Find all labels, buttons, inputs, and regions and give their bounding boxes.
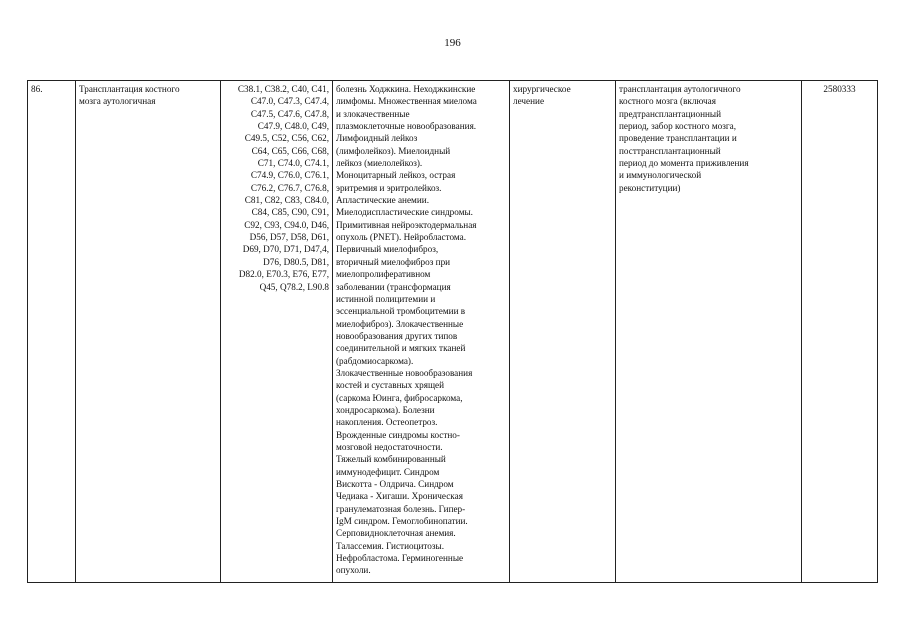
- treatment-method-line: период, забор костного мозга,: [619, 121, 737, 132]
- diagnosis-line: гранулематозная болезнь. Гипер-: [336, 503, 466, 514]
- diagnosis-line: миелофиброз). Злокачественные: [336, 318, 464, 329]
- icd-code-line: C47.9, C48.0, C49,: [257, 121, 329, 132]
- diagnosis-line: IgM синдром. Гемоглобинопатии.: [336, 516, 468, 527]
- diagnosis-line: плазмоклеточные новообразования.: [336, 121, 477, 132]
- diagnosis-line: эссенциальной тромбоцитемии в: [336, 306, 466, 317]
- diagnosis-line: Вискотта - Олдрича. Синдром: [336, 479, 454, 489]
- icd-code-line: C47.5, C47.6, C47.8,: [250, 108, 329, 119]
- diagnosis-line: опухоль (PNET). Нейробластома.: [336, 232, 467, 243]
- treatment-method-line: посттрансплантационный: [619, 145, 721, 156]
- diagnosis-line: костей и суставных хрящей: [336, 380, 445, 391]
- treatment-table: [27, 80, 878, 583]
- treatment-method-cell: [616, 81, 802, 583]
- treatment-type-line: хирургическое: [513, 84, 571, 94]
- treatment-method-line: проведение трансплантации и: [619, 133, 737, 144]
- diagnosis-line: Чедиака - Хигаши. Хроническая: [336, 491, 463, 502]
- diagnosis-cell: [333, 81, 510, 583]
- icd-code-line: C49.5, C52, C56, C62,: [244, 133, 329, 144]
- icd-code-line: D69, D70, D71, D47,4,: [242, 244, 329, 255]
- diagnosis-line: Лимфоидный лейкоз: [336, 133, 418, 144]
- diagnosis-line: Тяжелый комбинированный: [336, 454, 446, 465]
- diagnosis-line: Серповидноклеточная анемия.: [336, 528, 456, 539]
- diagnosis-line: вторичный миелофиброз при: [336, 256, 451, 267]
- diagnosis-line: миелопролиферативном: [336, 269, 431, 280]
- diagnosis-line: опухоли.: [336, 565, 371, 576]
- diagnosis-line: (саркома Юинга, фибросаркома,: [336, 392, 463, 403]
- icd-code-line: D82.0, E70.3, E76, E77,: [238, 269, 329, 280]
- diagnosis-line: иммунодефицит. Синдром: [336, 466, 440, 477]
- treatment-type-line: лечение: [513, 96, 545, 107]
- diagnosis-line: и злокачественные: [336, 108, 410, 119]
- page-number: 196: [444, 37, 461, 49]
- icd-code-line: C64, C65, C66, C68,: [251, 145, 329, 156]
- procedure-name-line: Трансплантация костного: [79, 84, 180, 94]
- icd-code-line: D56, D57, D58, D61,: [249, 232, 329, 243]
- diagnosis-line: Талассемия. Гистиоцитозы.: [336, 540, 445, 551]
- diagnosis-line: (лимфолейкоз). Миелоидный: [336, 145, 451, 156]
- cost-cell: 2580333: [802, 81, 878, 583]
- treatment-method-line: реконституции): [619, 182, 681, 193]
- diagnosis-line: накопления. Остеопетроз.: [336, 417, 438, 428]
- table-row: [28, 81, 878, 583]
- treatment-method-line: костного мозга (включая: [619, 96, 716, 107]
- diagnosis-line: Миелодиспластические синдромы.: [336, 207, 473, 218]
- treatment-method-line: трансплантация аутологичного: [619, 84, 741, 94]
- diagnosis-line: лейкоз (миелолейкоз).: [336, 158, 423, 169]
- diagnosis-line: соединительной и мягких тканей: [336, 343, 466, 354]
- icd-code-line: C76.2, C76.7, C76.8,: [250, 182, 329, 193]
- diagnosis-line: Апластические анемии.: [336, 195, 430, 206]
- diagnosis-line: Врожденные синдромы костно-: [336, 429, 460, 440]
- diagnosis-line: болезнь Ходжкина. Неходжкинские: [336, 84, 476, 94]
- icd-code-line: D76, D80.5, D81,: [263, 256, 329, 267]
- diagnosis-line: эритремия и эритролейкоз.: [336, 182, 442, 193]
- icd-code-line: C81, C82, C83, C84.0,: [244, 195, 329, 206]
- treatment-method-line: период до момента приживления: [619, 158, 749, 169]
- procedure-name-line: мозга аутологичная: [79, 96, 156, 107]
- treatment-type-cell: [510, 81, 616, 583]
- diagnosis-line: Примитивная нейроэктодермальная: [336, 219, 477, 230]
- diagnosis-line: лимфомы. Множественная миелома: [336, 96, 477, 107]
- diagnosis-line: хондросаркома). Болезни: [336, 404, 435, 415]
- icd-code-line: C71, C74.0, C74.1,: [257, 158, 329, 169]
- icd-code-line: C47.0, C47.3, C47.4,: [250, 96, 329, 107]
- diagnosis-line: Моноцитарный лейкоз, острая: [336, 170, 456, 181]
- icd-code-line: C84, C85, C90, C91,: [251, 207, 329, 218]
- treatment-method-line: предтрансплантационный: [619, 108, 721, 119]
- icd-code-line: Q45, Q78.2, L90.8: [259, 281, 329, 292]
- row-number-cell: 86.: [28, 81, 76, 583]
- diagnosis-line: новообразования других типов: [336, 330, 458, 341]
- diagnosis-line: Первичный миелофиброз,: [336, 244, 439, 255]
- diagnosis-line: истинной полицитемии и: [336, 293, 436, 304]
- diagnosis-line: заболевании (трансформация: [336, 281, 451, 292]
- icd-code-line: C92, C93, C94.0, D46,: [244, 219, 329, 230]
- icd-code-line: C38.1, C38.2, C40, C41,: [237, 84, 329, 94]
- procedure-name-cell: [76, 81, 221, 583]
- diagnosis-line: Злокачественные новообразования: [336, 367, 473, 378]
- diagnosis-line: мозговой недостаточности.: [336, 441, 443, 452]
- icd-codes-cell: [221, 81, 333, 583]
- diagnosis-line: (рабдомиосаркома).: [336, 355, 414, 366]
- treatment-method-line: и иммунологической: [619, 170, 702, 181]
- diagnosis-line: Нефробластома. Герминогенные: [336, 553, 464, 564]
- icd-code-line: C74.9, C76.0, C76.1,: [250, 170, 329, 181]
